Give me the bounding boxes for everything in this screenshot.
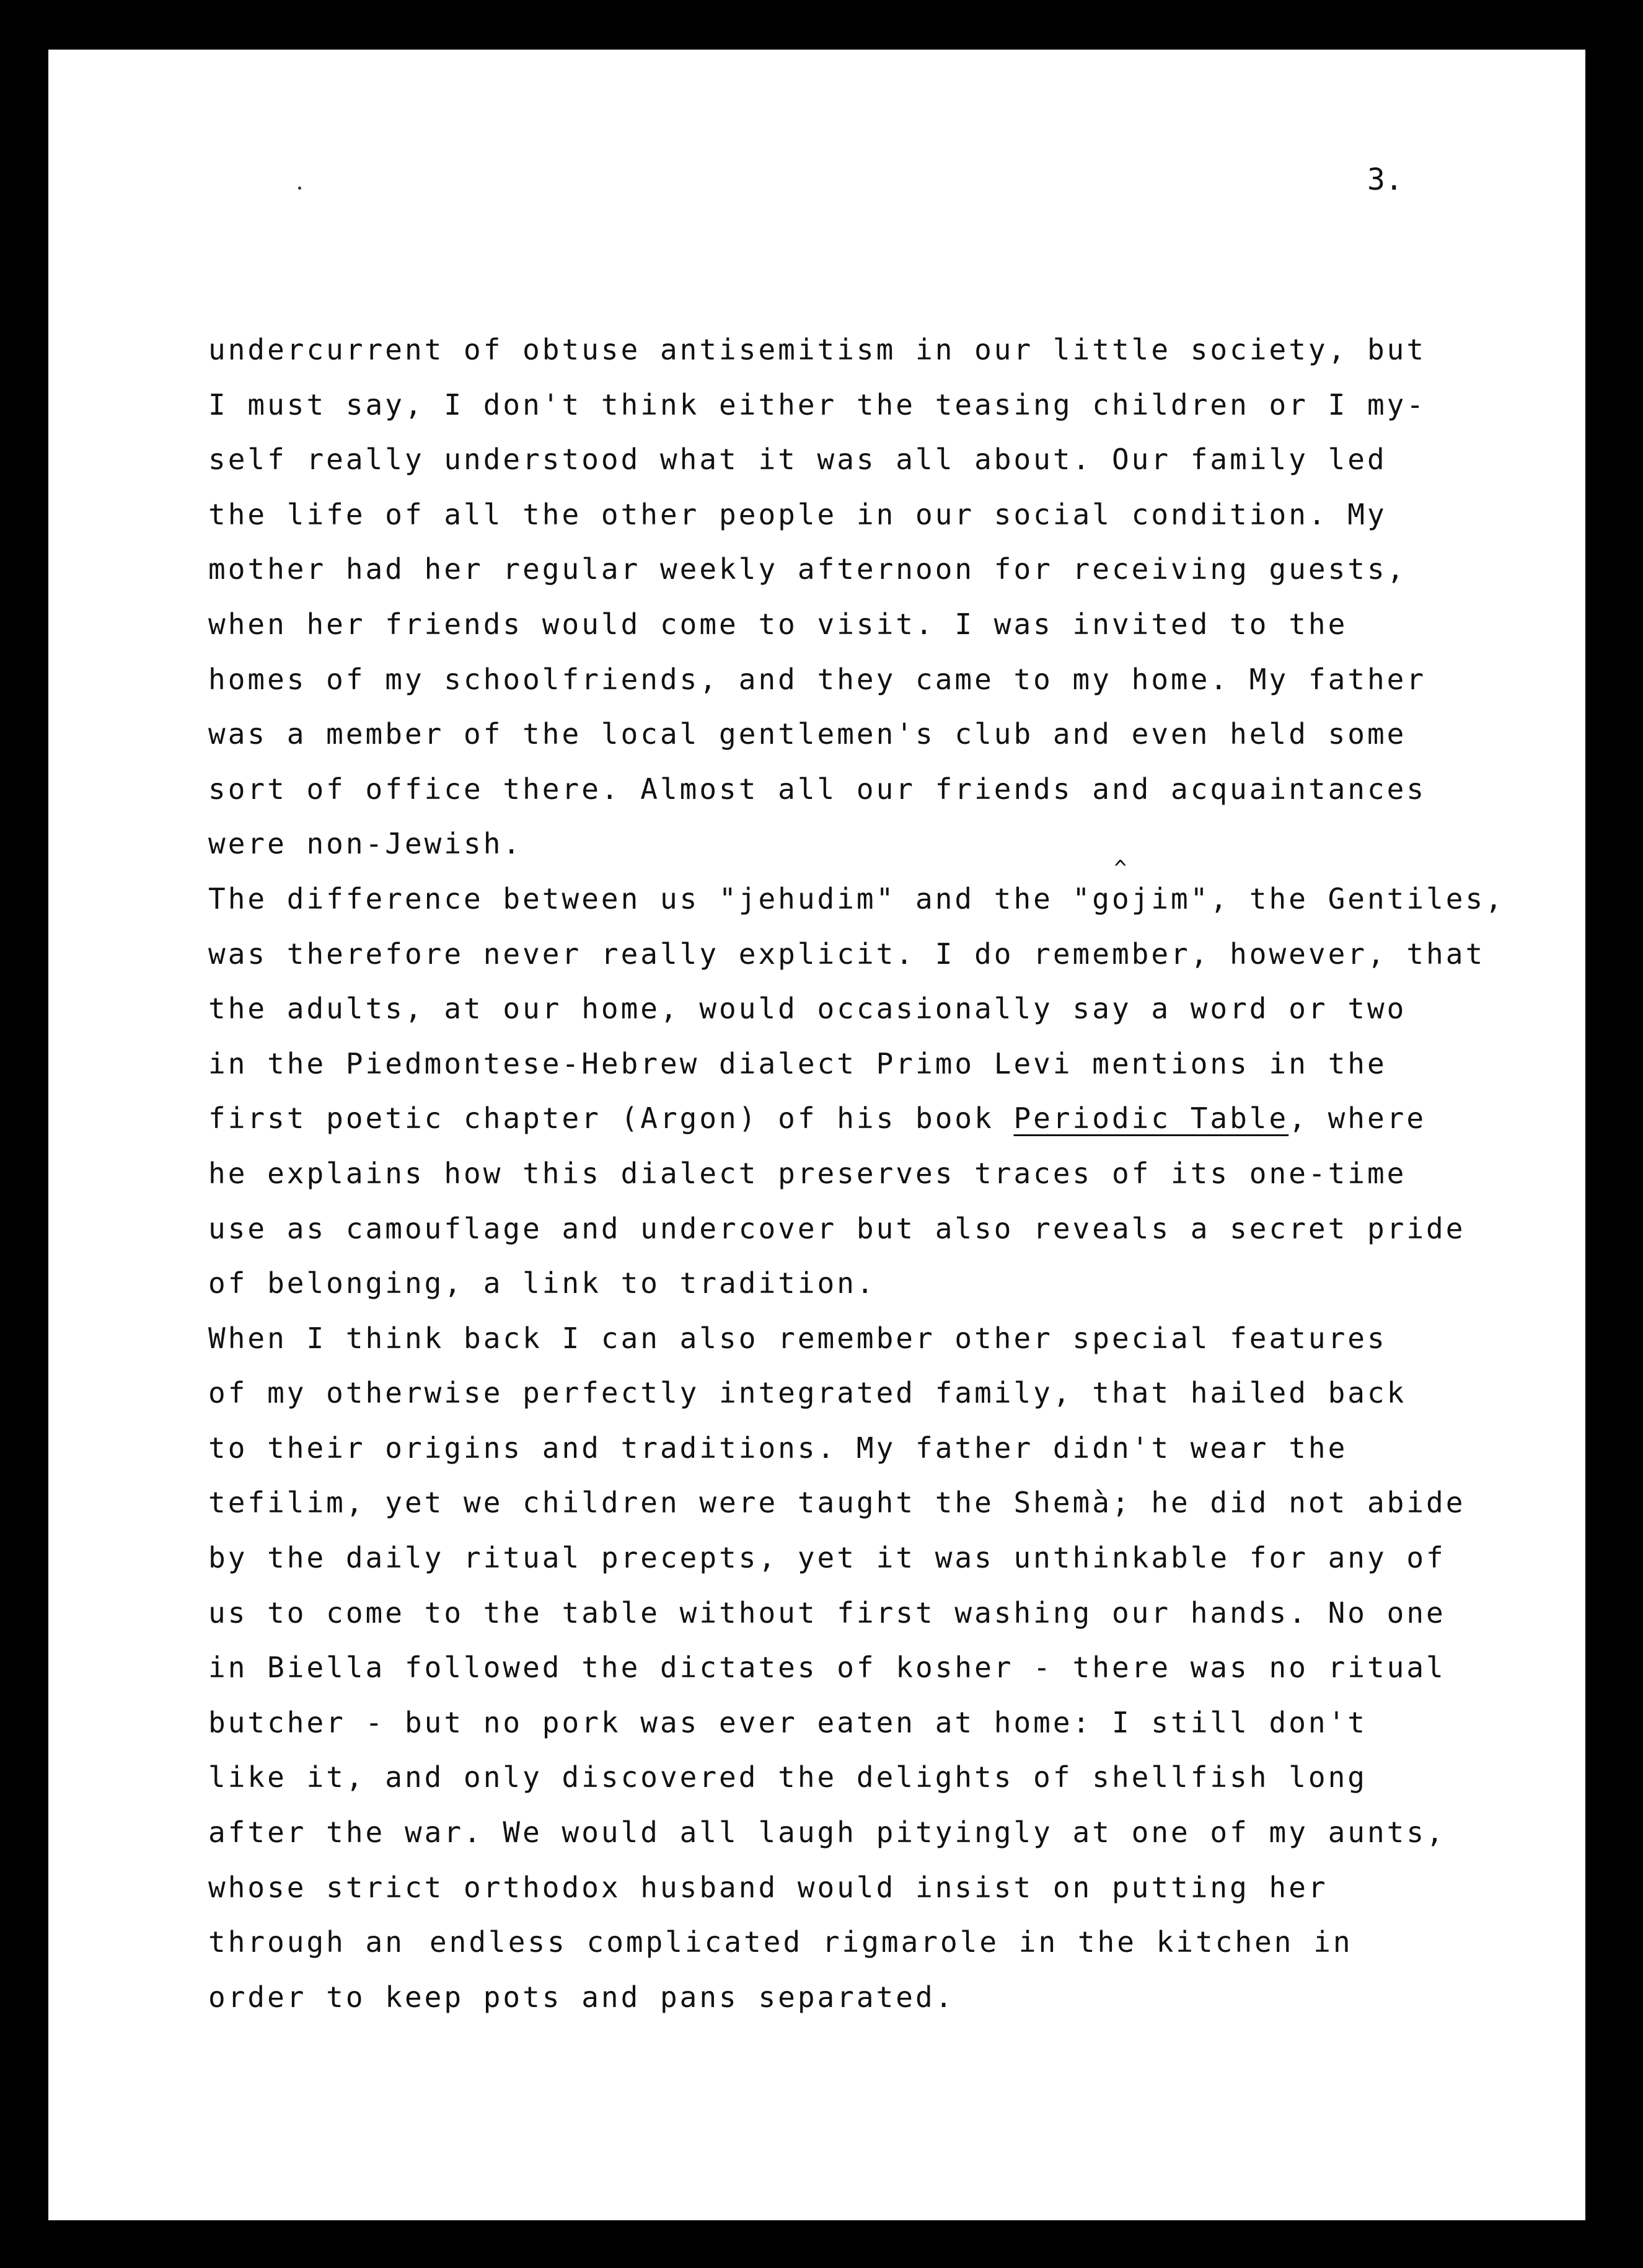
text-line: he explains how this dialect preserves traces of its one-time: [208, 1156, 1407, 1190]
text-line: like it, and only discovered the delights of shellfish long: [208, 1760, 1367, 1794]
paper-speck: [298, 187, 301, 190]
text-line: use as camouflage and undercover but also reveals a secret pride: [208, 1211, 1466, 1245]
text-line: by the daily ritual precepts, yet it was unthinkable for any of: [208, 1541, 1446, 1575]
text-line: When I think back I can also remember other special features: [208, 1321, 1387, 1355]
text-line: self really understood what it was all about. Our family led: [208, 443, 1387, 477]
text-line-smudged: [208, 1915, 1535, 1970]
text-line: homes of my schoolfriends, and they came to my home. My father: [208, 662, 1427, 696]
text-line: order to keep pots and pans separated.: [208, 1980, 955, 2014]
text-line: sort of office there. Almost all our friends and acquaintances: [208, 772, 1427, 806]
book-title: Periodic Table: [1013, 1101, 1289, 1136]
text-line: in the Piedmontese-Hebrew dialect Primo Levi mentions in the: [208, 1046, 1387, 1080]
text-line-periodic-table: [208, 1091, 1535, 1146]
gojim-line-start: The difference between us "jehudim" and the "g: [208, 881, 1112, 916]
periodic-line-start: first poetic chapter (Argon) of his book: [208, 1101, 1014, 1136]
circumflex-letter: ^ o: [1112, 871, 1132, 927]
text-line: were non-Jewish.: [208, 827, 523, 861]
smudge-line-end: endless complicated rigmarole in the kitchen in: [429, 1925, 1353, 1959]
text-line: whose strict orthodox husband would insist on putting her: [208, 1870, 1328, 1904]
text-line: us to come to the table without first washing our hands. No one: [208, 1595, 1446, 1630]
text-line: in Biella followed the dictates of kosher - there was no ritual: [208, 1651, 1446, 1685]
text-line: was a member of the local gentlemen's club and even held some: [208, 717, 1407, 751]
text-line: of my otherwise perfectly integrated family, that hailed back: [208, 1376, 1407, 1410]
text-line: undercurrent of obtuse antisemitism in our little society, but: [208, 333, 1427, 366]
text-line: when her friends would come to visit. I was invited to the: [208, 607, 1348, 641]
periodic-line-end: , where: [1288, 1101, 1427, 1136]
text-line: I must say, I don't think either the teasing children or I my-: [208, 387, 1427, 421]
smudge-line-start: through an: [208, 1925, 405, 1959]
text-line-gojim: [208, 871, 1535, 927]
gojim-line-end: jim", the Gentiles,: [1131, 881, 1505, 916]
text-line: of belonging, a link to tradition.: [208, 1266, 876, 1300]
body-text: [208, 322, 1535, 2024]
text-line: mother had her regular weekly afternoon for receiving guests,: [208, 552, 1407, 586]
text-line: tefilim, yet we children were taught the Shemà; he did not abide: [208, 1486, 1466, 1520]
text-line: the adults, at our home, would occasionally say a word or two: [208, 992, 1407, 1026]
text-line: was therefore never really explicit. I do remember, however, that: [208, 937, 1486, 971]
page-number: 3.: [1367, 162, 1403, 197]
text-line: butcher - but no pork was ever eaten at home: I still don't: [208, 1705, 1367, 1739]
text-line: to their origins and traditions. My father didn't wear the: [208, 1431, 1348, 1465]
text-line: after the war. We would all laugh pityingly at one of my aunts,: [208, 1816, 1446, 1850]
text-line: the life of all the other people in our social condition. My: [208, 497, 1387, 531]
